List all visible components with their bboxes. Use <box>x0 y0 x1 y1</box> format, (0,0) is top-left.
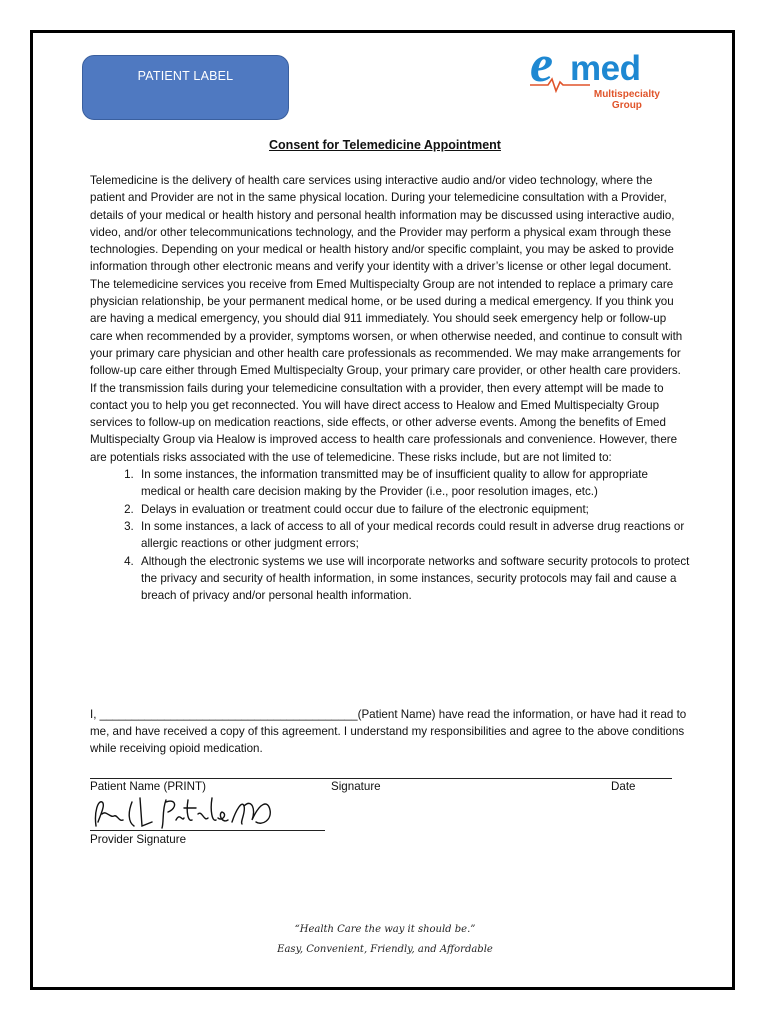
patient-label-text: PATIENT LABEL <box>137 69 234 83</box>
risk-item: 4. Although the electronic systems we use will incorporate networks and software security protocols to protect the privacy and security of health information, in some instances, security protocols may fail and cause a breach of privacy and/or personal health information. <box>137 553 690 605</box>
logo-med: med <box>570 49 641 88</box>
provider-signature-label: Provider Signature <box>90 833 187 846</box>
intro-paragraph: Telemedicine is the delivery of health care services using interactive audio and/or video technology, where the patient and Provider are not in the same physical location. During your telemedicine consultation with a Provider, details of your medical or health history and personal health information may be discussed using interactive audio, video, and/or other telecommunications technology, and the Provider may perform a physical exam through these technologies. Depending on your medical or health history and/or specific complaint, you may be asked to provide information through other electronic means and verify your identity with a driver’s license or other legal document. The telemedicine services you receive from Emed Multispecialty Group are not intended to replace a primary care physician relationship, be your permanent medical home, or be used during a medical emergency. If you think you are having a medical emergency, you should dial 911 immediately. You should seek emergency help or follow-up care when recommended by a provider, symptoms worsen, or when otherwise needed, and continue to consult with your primary care physician and other health care professionals as recommended. We may make arrangements for follow-up care either through Emed Multispecialty Group, your primary care provider, or other health care providers. If the transmission fails during your telemedicine consultation with a provider, then every attempt will be made to contact you to help you get reconnected. You will have direct access to Healow and Emed Multispecialty Group services to follow-up on medication reactions, side effects, or other adverse events. Among the benefits of Emed Multispecialty Group via Healow is improved access to health care professionals and convenience. However, there are potentials risks associated with the use of telemedicine. These risks include, but are not limited to: <box>90 174 683 464</box>
footer-subtagline: Easy, Convenient, Friendly, and Affordable <box>277 944 493 955</box>
patient-label-box <box>82 55 289 120</box>
risk-item: 3. In some instances, a lack of access to all of your medical records could result in adverse drug reactions or allergic reactions or other judgment errors; <box>137 518 690 553</box>
risk-list <box>90 466 690 604</box>
logo-line-2: Group <box>611 100 642 111</box>
footer-tagline: “Health Care the way it should be.” <box>294 924 476 935</box>
provider-handwritten-signature <box>92 792 292 832</box>
signature-line <box>90 778 672 779</box>
consent-body <box>90 172 690 604</box>
signature-label: Signature <box>331 780 381 793</box>
risk-item: 2. Delays in evaluation or treatment could occur due to failure of the electronic equipment; <box>137 501 690 518</box>
date-label: Date <box>611 780 636 793</box>
logo-line-1: Multispecialty <box>593 89 660 100</box>
emed-logo <box>530 36 670 119</box>
logo-e: e <box>530 36 554 93</box>
consent-statement: I, ________________________________________(Patient Name) have read the information, or have had it read to me, and have received a copy of this agreement. I understand my responsibilities and agree to the above conditions while receiving opioid medication. <box>90 707 687 756</box>
pulse-line-icon <box>530 77 590 93</box>
logo-subtitle <box>594 89 660 111</box>
patient-name-label: Patient Name (PRINT) <box>90 780 206 793</box>
document-title: Consent for Telemedicine Appointment <box>269 138 501 152</box>
provider-signature-line <box>90 830 325 831</box>
risk-item: 1. In some instances, the information transmitted may be of insufficient quality to allow for appropriate medical or health care decision making by the Provider (i.e., poor resolution images, etc.) <box>137 466 690 501</box>
